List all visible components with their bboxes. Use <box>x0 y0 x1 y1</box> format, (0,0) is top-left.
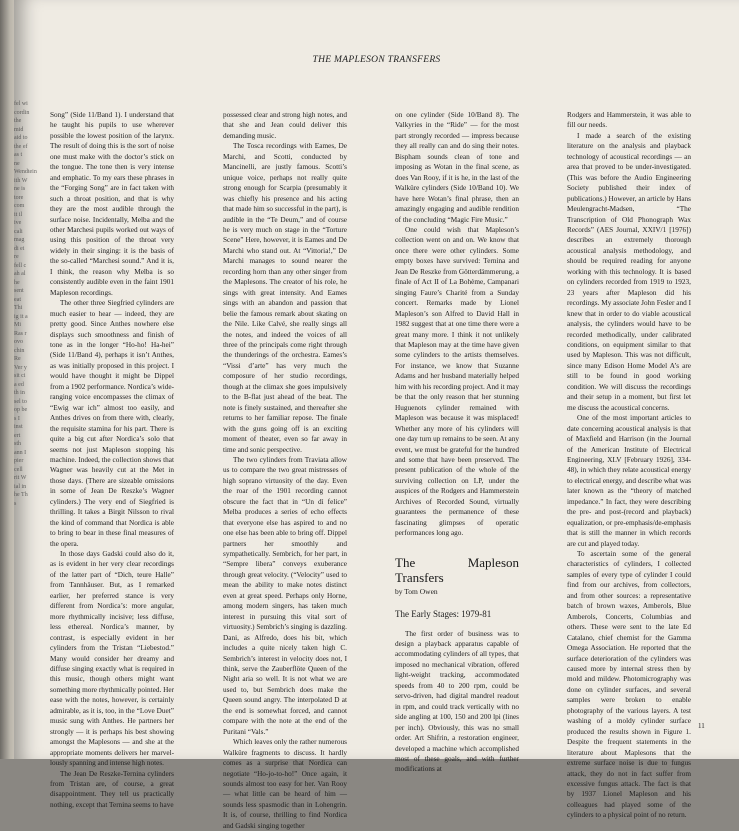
paragraph: The Jean De Reszke-Ternina cylinders from Tristan are, of course, a great disappointment. They tell us practically nothing, except that Ternina seems to have <box>50 769 174 809</box>
paragraph: possessed clear and strong high notes, and that she and Jean could deliver this demanding music. <box>223 111 347 140</box>
paragraph: Which leaves only the rather numerous Walküre fragments to discuss. It hardly comes as a surprise that Nordica can negotiate “Ho-jo-to-ho!” Once again, it sounds almost too easy for her. Van Rooy — what little can be heard of him — sounds less spasmodic than in Lohengrin. It is, of course, thrilling to find Nordica and Gadski singing together <box>223 738 347 830</box>
paragraph: The other three Siegfried cylinders are much easier to hear — indeed, they are pretty good. Since Anthes nowhere else displays such smoothness and finish of tone as in the longer “Ho-ho! Ha-hei” (Side 11/Band 4), perhaps it isn’t Anthes, as was initially proposed in this project. I would have thought it might be Dippel from a 1902 performance. Nordica’s wide-ranging voice encompasses the climax of “Ewig war ich” almost too easily, and Anthes drives on from there with, clearly, the requisite stamina for his part. There is quite a big cut after Nordica’s solo that seems not just Mapleson stopping his machine. Indeed, the collection shows that Wagner was heavily cut at the Met in those days. (There are sizeable omissions in some of Jean De Reszke’s Wagner cylinders.) The very end of Siegfried is thrilling. It takes a Birgit Nilsson to rival the kind of command that Nordica is able to bring to bear in these final measures of the opera. <box>50 299 175 548</box>
facing-page-edge-text: fel wi cordin the mid aid to the ef as t ne Wendtein ith W ne is tore com it il ive cali mag di ei re fell c ah al he sent eat Thi ig it a Mi Ras r ovo chin Re Ver y sit ci a ed th in sel to op be s I inst ert sth ann I pier cell rit W ial in he Th s <box>14 101 37 507</box>
paragraph: The Tosca recordings with Eames, De Marchi, and Scotti, conducted by Mancinelli, are justly famous. Scotti’s unique voice, perhaps not really quite strong enough for Scarpia (presumably it was chiefly his presence and his acting that made him so successful in the part), is audible in the “Te Deum,” and of course he is very much on stage in the “Torture Scene” Here, however, it is Eames and De Marchi who stand out. At “Vittoria!,” De Marchi manages to sound nearer the recording horn than any other singer from the Maplesons. The creator of his role, he sings with great intensity. And Eames sings with an abandon and passion that belie the famous remark about skating on the Nile. Like Calvé, she really sings all the notes, and indeed the voices of all three of the principals come right through the thunderings of the orchestra. Eames’s “Vissi d’arte” has very much the composure of her studio recordings, though at the climax she goes impulsively to the B-flat just ahead of the beat. The note is finely sustained, and thereafter she returns to her familiar repose. The finale with the guns going off is an exciting moment of theater, even so far away in time and sonic perspective. <box>223 142 347 454</box>
section-subhead: The Early Stages: 1979-81 <box>395 608 492 619</box>
paragraph: In those days Gadski could also do it, as is evident in her very clear recordings of the latter part of “Dich, teure Halle” from Tannhäuser. But, as I remarked earlier, her preferred stance is very different from Nordica’s: more angular, more rhythmically incisive; less diffuse, less ethereal. Nordica’s manner, by contrast, is especially evident in her cylinders from the Tristan “Liebestod.” Many would consider her dreamy and diffuse singing exactly what is required in this music, though others might want something more rhythmically pointed. Her ease with the notes, however, is certainly admirable, as it is, too, in the “Love Duet” music sung with Anthes. He partners her strongly — it is perhaps his best showing amongst the Maplesons — and she at the appropriate moments delivers her marvel-lously spanning and intense high notes. <box>50 550 174 768</box>
paragraph: To ascertain some of the general characteristics of cylinders, I collected samples of every type of cylinder I could find from our archives, from collectors, and from other sources: a representative batch of brown waxes, Amberols, Blue Amberols, Concerts, Columbias and others. These were sent to the late Ed Catalano, chief chemist for the Gamma Omega Association. He reported that the surface deterioration of the cylinders was caused more by internal stress then by mold and mildew. Photomicrography was done on cylinder surfaces, and several samples were broken to enable photography of the various layers. A test washing of a moldy cylinder surface produced the results shown in Figure 1. Despite the frequent statements in the literature about Maplesons that the extreme surface noise is due to fungus attack, they do not in fact suffer from excessive fungus attack. The fact is that by 1937 Lionel Mapleson and his colleagues had played some of the cylinders to a physical point of no return. <box>567 550 691 820</box>
paragraph: I made a search of the existing literature on the analysis and playback technology of acoustical recordings — an area that proved to be under-investigated. (This was before the Audio Engineering Society published their index of publications.) However, an article by Hans Meulengracht-Madsen, “The Transcription of Old Phonograph Wax Records” (AES Journal, XXIV/1 [1976]) describes an extremely thorough acoustical analysis methodology, and should be required reading for anyone working with this technology. It is based on cylinders recorded from 1919 to 1923, 23 years after Mapleson did his recordings. My associate John Fesler and I knew that in order to do viable acoustical analysis, the cylinders would have to be recorded methodically, under calibrated conditions, on equipment similar to that used by Mapleson. This was not difficult, since many Edison Home Model A’s are still to be found in good working condition. We will discuss the recordings and their setup in a moment, but first let me discuss the acoustical concerns. <box>567 131 691 412</box>
text-column-4 <box>567 110 691 821</box>
paragraph: Rodgers and Hammerstein, it was able to fill our needs. <box>567 111 691 130</box>
paragraph: The two cylinders from Traviata allow us to compare the two great mistresses of high soprano virtuosity of the day. Even the roar of the 1901 recording cannot obscure the fact that in “Un dì felice” Melba produces a series of echo effects that everyone else has aspired to and no one else has been able to bring off. Dippel partners her smoothly and sympathetically. Sembrich, for her part, in “Sempre libera” conveys exuberance through great velocity. (“Velocity” used to mean the ability to make notes distinct even at great speed. Perhaps only Horne, among modern singers, has taken much interest in pursuing this vital sort of virtuosity.) Sembrich’s singing is dazzling. Dani, as Alfredo, does his bit, which includes a quite nicely taken high C. Sembrich’s interest in velocity does not, I think, serve the Zauberflöte Queen of the Night aria so well. It is not what we are used to, but Sembrich does make the Queen sound angry. The interpolated D at the end is somewhat forced, and cannot compare with the note at the end of the Puritani “Vals.” <box>223 455 347 736</box>
paragraph: The first order of business was to design a playback apparatus capable of accommodating cylinders of all types, that imposed no mechanical vibration, offered light-weight tracking, accommodated speeds from 40 to 200 rpm, could be servo-driven, had digital mandrel readout in rpm, and could track vertically with no side angling at 100, 150 and 200 lpi (lines per inch). Obviously, this was no small order. Art Shifrin, a restoration engineer, developed a machine which accomplished most of these goals, and with further modifications at <box>395 629 519 774</box>
article-title: The Mapleson Transfers <box>395 554 519 585</box>
paragraph: Song” (Side 11/Band 1). I understand that he taught his pupils to use wherever possible the lowest position of the larynx. The result of doing this is the sort of noise one must make with the doctor’s stick on the tongue. The tone then is very intense and emphatic. To my ears these phrases in the “Forging Song” are in fact taken with such a throat position, and that is why they are the most audible through the surface noise. Incidentally, Melba and the other Marchesi pupils worked out ways of using this position of the throat very widely in their singing: it is the basis of the so-called “Marchesi sound.” And it is, I think, the reason why Melba is so consistently audible even in the faint 1901 Mapleson recordings. <box>50 111 174 297</box>
paragraph: on one cylinder (Side 10/Band 8). The Valkyries in the “Ride” — for the most part strongly recorded — impress because they all really can and do sing their notes. Bispham sounds clean of tone and imposing as Wotan in the final scene, as does Van Rooy, if it is he, in the last of the Walküre cylinders (Side 10/Band 10). We have here Wotan’s final phrase, then an amazingly engaging and audible rendition of the concluding “Magic Fire Music.” <box>395 111 519 224</box>
article-byline: by Tom Owen <box>395 586 438 596</box>
paragraph: One of the most important articles to date concerning acoustical analysis is that of Maxfield and Harrison (in the Journal of the American Institute of Electrical Engineering, XLV [February 1926], 334-48), in which they relate acoustical energy to electrical energy, and describe what was later known as the “theory of matched impedance.” In fact, they were describing the pre- and post-(record and playback) equalization, or pre-emphasis/de-emphasis that is still the manner in which records are cut and played today. <box>567 414 692 548</box>
text-column-3 <box>395 110 519 775</box>
page-number: 11 <box>698 722 705 730</box>
running-header: THE MAPLESON TRANSFERS <box>312 55 441 65</box>
magazine-page <box>14 0 739 830</box>
paragraph: One could wish that Mapleson’s collection went on and on. We know that once there were other cylinders. Some empty boxes have survived: Ternina and Jean De Reszke from Götterdämmerung, a finale of Act II of La Bohème, Campanari singing Faure’s Charité from a Sunday concert. Remarks made by Lionel Mapleson’s son Alfred to David Hall in 1982 suggest that at one time there were a great many more. I think it not unlikely that Mapleson may at the time have given some cylinders to the artists themselves. For instance, we know that Suzanne Adams and her husband materially helped him with his recording project. And it may be that the only reason that her stunning Huguenots cylinder remained with Mapleson was because it was misplaced! Whether any more of his cylinders will one day turn up remains to be seen. At any event, we must be grateful for the hundred and some that have been preserved. The present publication of the whole of the surviving collection on LP, under the auspices of the Rodgers and Hammerstein Archives of Recorded Sound, virtually guarantees the permanence of these fascinating glimpses of operatic performances long ago. <box>395 225 519 538</box>
text-column-2 <box>223 110 347 831</box>
text-column-1 <box>50 110 174 810</box>
